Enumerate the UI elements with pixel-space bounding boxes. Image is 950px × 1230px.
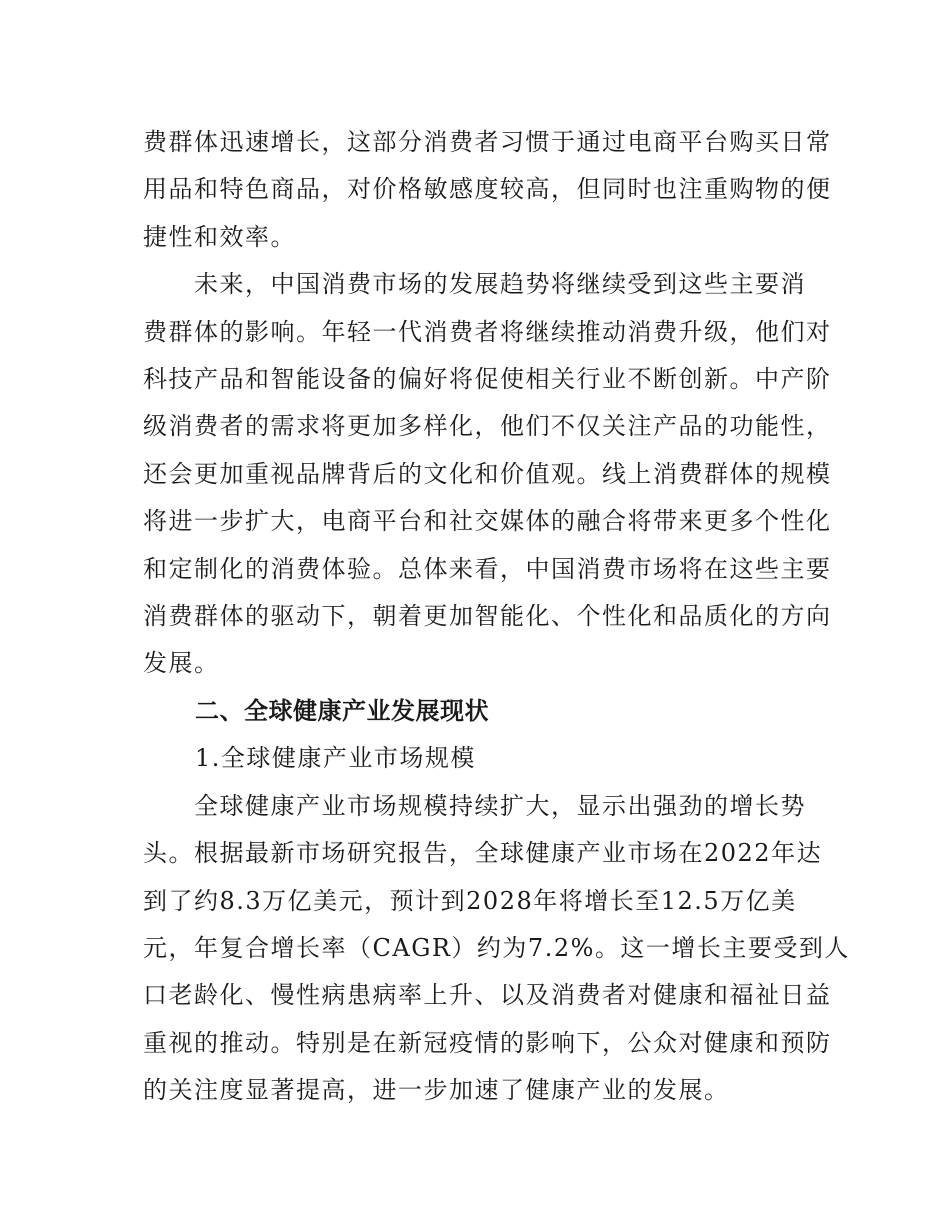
section-heading: 二、全球健康产业发展现状 (195, 696, 489, 725)
text-line: 全球健康产业市场规模持续扩大，显示出强劲的增长势 (143, 791, 806, 820)
text-line: 口老龄化、慢性病患病率上升、以及消费者对健康和福祉日益 (143, 981, 832, 1010)
text-line: 和定制化的消费体验。总体来看，中国消费市场将在这些主要 (143, 554, 832, 583)
text-line: 将进一步扩大，电商平台和社交媒体的融合将带来更多个性化 (143, 507, 832, 536)
text-line: 还会更加重视品牌背后的文化和价值观。线上消费群体的规模 (143, 459, 832, 488)
text-line: 级消费者的需求将更加多样化，他们不仅关注产品的功能性， (143, 412, 832, 441)
text-line: 到了约8.3万亿美元，预计到2028年将增长至12.5万亿美 (143, 886, 797, 915)
text-line: 费群体的影响。年轻一代消费者将继续推动消费升级，他们对 (143, 317, 832, 346)
paragraph-future-trends (143, 261, 832, 688)
text-line: 的关注度显著提高，进一步加速了健康产业的发展。 (143, 1076, 730, 1105)
text-line: 科技产品和智能设备的偏好将促使相关行业不断创新。中产阶 (143, 365, 832, 394)
document-page (143, 119, 850, 1115)
text-line: 未来，中国消费市场的发展趋势将继续受到这些主要消 (143, 270, 806, 299)
paragraph-consumer-groups (143, 119, 832, 261)
text-line: 发展。 (143, 649, 220, 678)
paragraph-market-size (143, 783, 850, 1115)
text-line: 消费群体的驱动下，朝着更加智能化、个性化和品质化的方向 (143, 602, 832, 631)
text-line: 头。根据最新市场研究报告，全球健康产业市场在2022年达 (143, 839, 823, 868)
text-line: 费群体迅速增长，这部分消费者习惯于通过电商平台购买日常 (143, 128, 832, 156)
text-line: 重视的推动。特别是在新冠疫情的影响下，公众对健康和预防 (143, 1028, 832, 1057)
subsection-heading: 1.全球健康产业市场规模 (195, 744, 476, 773)
text-line: 捷性和效率。 (143, 222, 296, 251)
text-line: 元，年复合增长率（CAGR）约为7.2%。这一增长主要受到人 (143, 933, 850, 962)
text-line: 用品和特色商品，对价格敏感度较高，但同时也注重购物的便 (143, 175, 832, 204)
